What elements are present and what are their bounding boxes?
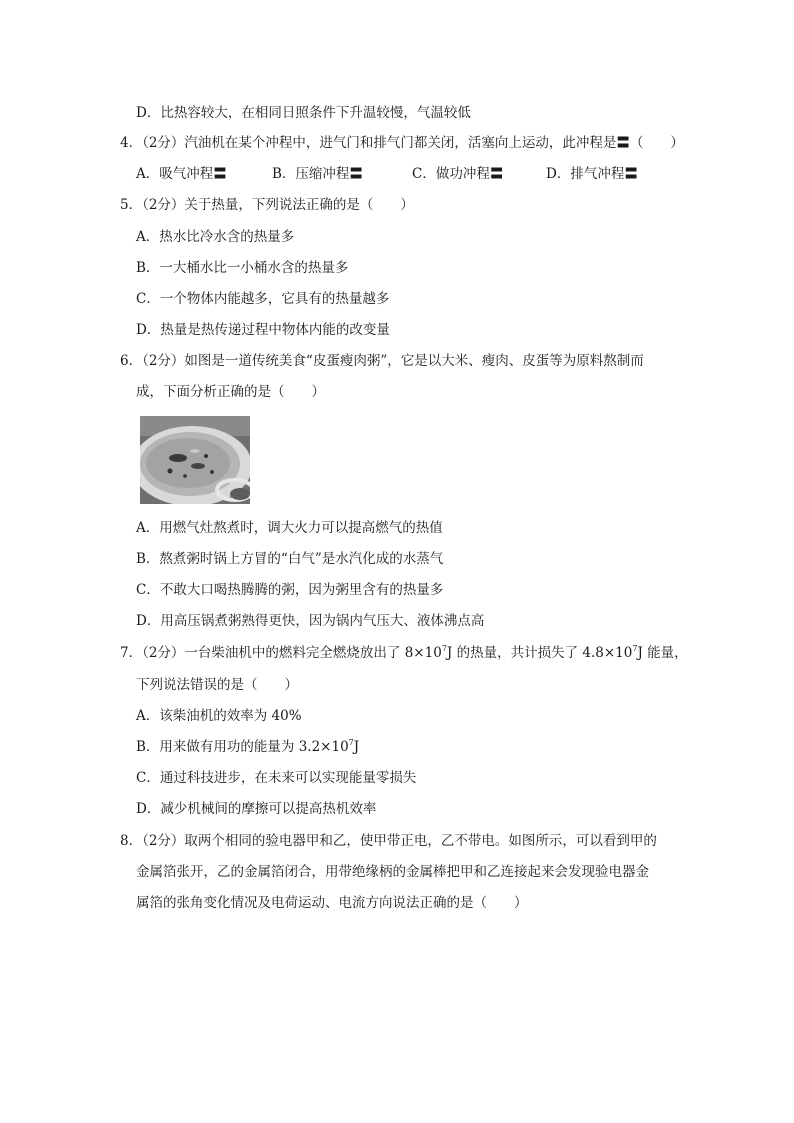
- q4-option-a: A．吸气冲程〓: [136, 166, 227, 182]
- q5-option-b: B．一大桶水比一小桶水含的热量多: [136, 260, 349, 276]
- q7-option-b-exponent: 7: [348, 738, 354, 747]
- q7-option-c: C．通过科技进步，在未来可以实现能量零损失: [136, 770, 417, 786]
- q7-option-a: A．该柴油机的效率为 40%: [136, 708, 302, 724]
- q7-stem-post: J 能量，: [637, 645, 688, 661]
- q5-option-a: A．热水比冷水含的热量多: [136, 229, 295, 245]
- q4-option-b: B．压缩冲程〓: [272, 166, 363, 182]
- q7-stem-pre: 7．（2分）一台柴油机中的燃料完全燃烧放出了 8×10: [120, 645, 442, 661]
- q7-stem-line1: [120, 643, 688, 663]
- q7-stem-line2: 下列说法错误的是（ ）: [136, 677, 298, 693]
- q4-option-d: D．排气冲程〓: [546, 166, 638, 182]
- q4-option-c: C．做功冲程〓: [412, 166, 504, 182]
- q5-option-d: D．热量是热传递过程中物体内能的改变量: [136, 322, 390, 338]
- q7-option-b-pre: B．用来做有用功的能量为 3.2×10: [136, 739, 349, 755]
- q7-option-d: D．减少机械间的摩擦可以提高热机效率: [136, 801, 377, 817]
- q3-option-d: D．比热容较大，在相同日照条件下升温较慢，气温较低: [136, 105, 471, 121]
- q7-stem-exponent-2: 7: [632, 644, 638, 653]
- q6-stem-line2: 成，下面分析正确的是（ ）: [136, 384, 325, 400]
- q8-stem-line2: 金属箔张开，乙的金属箔闭合，用带绝缘柄的金属棒把甲和乙连接起来会发现验电器金: [136, 864, 649, 880]
- q7-option-b-post: J: [353, 739, 360, 755]
- q7-stem-mid: J 的热量，共计损失了 4.8×10: [446, 645, 633, 661]
- q6-option-b: B．熬煮粥时锅上方冒的“白气”是水汽化成的水蒸气: [136, 551, 444, 567]
- q7-option-b: [136, 737, 359, 757]
- q4-stem: 4．（2分）汽油机在某个冲程中，进气门和排气门都关闭，活塞向上运动，此冲程是〓（ ）: [120, 135, 684, 151]
- porridge-photo: [140, 416, 250, 504]
- q4-options: [136, 164, 696, 184]
- q6-option-a: A．用燃气灶熬煮时，调大火力可以提高燃气的热值: [136, 520, 443, 536]
- q7-stem-exponent-1: 7: [441, 644, 447, 653]
- q8-stem-line3: 属箔的张角变化情况及电荷运动、电流方向说法正确的是（ ）: [136, 895, 528, 911]
- q6-option-c: C．不敢大口喝热腾腾的粥，因为粥里含有的热量多: [136, 582, 444, 598]
- q5-stem: 5．（2分）关于热量，下列说法正确的是（ ）: [120, 197, 414, 213]
- q6-stem-line1: 6．（2分）如图是一道传统美食“皮蛋瘦肉粥”，它是以大米、瘦肉、皮蛋等为原料熬制而: [120, 353, 644, 369]
- q6-option-d: D．用高压锅煮粥熟得更快，因为锅内气压大、液体沸点高: [136, 613, 485, 629]
- q8-stem-line1: 8．（2分）取两个相同的验电器甲和乙，使甲带正电，乙不带电。如图所示，可以看到甲的: [120, 833, 657, 849]
- q5-option-c: C．一个物体内能越多，它具有的热量越多: [136, 291, 390, 307]
